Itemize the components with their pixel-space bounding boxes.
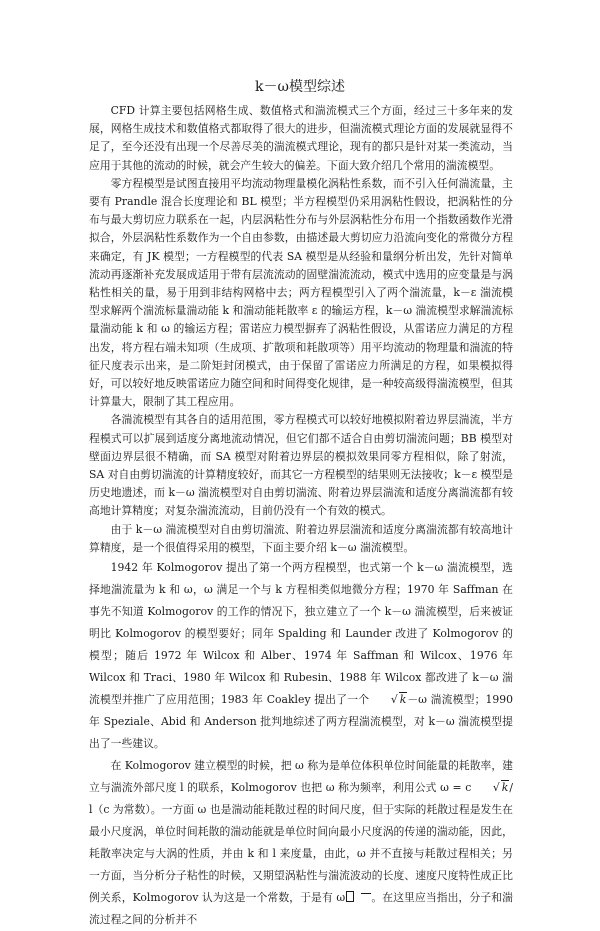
omega-text-b: / l（c 为常数）。一方面 ω 也是湍动能耗散过程的时间尺度，但于实际的耗散过程是发生在最小尺度涡，单位时间耗散的湍动能就是单位时间向最小尺度涡的传递的湍动能，因此，耗散率决定与大涡的性质，并由 k 和 l 来度量，由此，ω 并不直接与耗散过程相关；另一方面，当分析分子粘性的时候，又期望涡粘性与湍流波动的长度、速度尺度特性成正比例关系，Kolmogorov 认为这是一个常数，于是有 ω [89,781,513,905]
formula-overline [361,893,371,894]
paragraph-omega-definition [89,755,513,931]
sqrt-radicand-omega: k [501,781,509,795]
sqrt-formula: √ k [390,693,407,707]
omega-text-a: 在 Kolmogorov 建立模型的时候，把 ω 称为是单位体积单位时间能量的耗散率，建立与湍流外部尺度 l 的联系，Kolmogorov 也把 ω 称为频率，利用公式 ω = c [89,759,513,795]
sqrt-radicand: k [399,693,407,707]
missing-glyph-box [346,891,354,902]
article-body [89,102,513,931]
paragraph-intro: CFD 计算主要包括网格生成、数值格式和湍流模式三个方面，经过三十多年来的发展，网格生成技术和数值格式都取得了很大的进步，但湍流模式理论方面的发展就显得不足了，至今还没有出现一个尽善尽美的湍流模式理论，现有的都只是针对某一类流动，当应用于其他的流动的时候，就会产生较大的偏差。下面大致介绍几个常用的湍流模型。 [89,104,513,172]
history-text-b: －ω 湍流模型；1990 年 Speziale、Abid 和 Anderson 批判地综述了两方程湍流模型，对 k－ω 湍流模型提出了一些建议。 [89,693,513,751]
history-text-a: 1942 年 Kolmogorov 提出了第一个两方程模型，也式第一个 k－ω 湍流模型，选择地湍流量为 k 和 ω，ω 满足一个与 k 方程相类似地微分方程；1970 年 Saffman 在事先不知道 Kolmogorov 的工作的情况下，独立建立了一个 k－ω 湍流模型，后来被证明比 Kolmogorov 的模型要好；同年 Spalding 和 Launder 改进了 Kolmogorov 的模型；随后 1972 年 Wilcox 和 Alber、1974 年 Saffman 和 Wilcox、1976 年 Wilcox 和 Traci、1980 年 Wilcox 和 Rubesin、1988 年 Wilcox 都改进了 k－ω 湍流模型并推广了应用范围；1983 年 Coakley 提出了一个 [89,561,513,707]
paragraph-applicability: 各湍流模型有其各自的适用范围，零方程模式可以较好地模拟附着边界层湍流，半方程模式可以扩展到适度分离地流动情况，但它们都不适合自由剪切湍流问题；BB 模型对壁面边界层很不精确，而 SA 模型对附着边界层的模拟效果同零方程相似，除了射流，SA 对自由剪切湍流的计算精度较好，而其它一方程模型的结果则无法接收；k－ε 模型是历史地遗述，而 k－ω 湍流模型对自由剪切湍流、附着边界层湍流和适度分离湍流都有较高地计算精度；对复杂湍流流动，目前仍没有一个有效的模式。 [89,413,513,518]
omega-text-c: 。在这里应当指出，分子和湍流过程之间的分析并不 [89,891,513,927]
sqrt-formula-omega: √ k [492,781,509,795]
paragraph-kw-choice: 由于 k－ω 湍流模型对自由剪切湍流、附着边界层湍流和适度分离湍流都有较高地计算精度，是一个很值得采用的模型，下面主要介绍 k－ω 湍流模型。 [89,522,513,554]
paragraph-history [89,557,513,755]
page-title: k－ω模型综述 [255,79,345,95]
paragraph-model-types: 零方程模型是试图直接用平均流动物理量模化涡粘性系数，而不引入任何湍流量，主要有 Prandle 混合长度理论和 BL 模型；半方程模型仍采用涡粘性假设，把涡粘性的分布与最大剪切应力联系在一起，内层涡粘性分布与外层涡粘性分布用一个指数函数作光滑拟合，外层涡粘性系数作为一个自由参数，由描述最大剪切应力沿流向变化的常微分方程来确定，有 JK 模型；一方程模型的代表 SA 模型是从经验和量纲分析出发，先针对简单流动再逐渐补充发展成适用于带有层流流动的固壁湍流流动，模式中选用的应变量是与涡粘性相关的量，易于用到非结构网格中去；两方程模型引入了两个湍流量，k－ε 湍流模型求解两个湍流标量湍动能 k 和湍动能耗散率 ε 的输运方程，k－ω 湍流模型求解湍流标量湍动能 k 和 ω 的输运方程；雷诺应力模型摒弃了涡粘性假设，从雷诺应力满足的方程出发，将方程右端未知项（生成项、扩散项和耗散项等）用平均流动的物理量和湍流的特征尺度表示出来，是二阶矩封闭模式，由于保留了雷诺应力所满足的方程，如果模拟得好，可以较好地反映雷诺应力随空间和时间得变化规律，是一种较高级得湍流模型，但其计算量大，限制了其工程应用。 [89,176,513,409]
